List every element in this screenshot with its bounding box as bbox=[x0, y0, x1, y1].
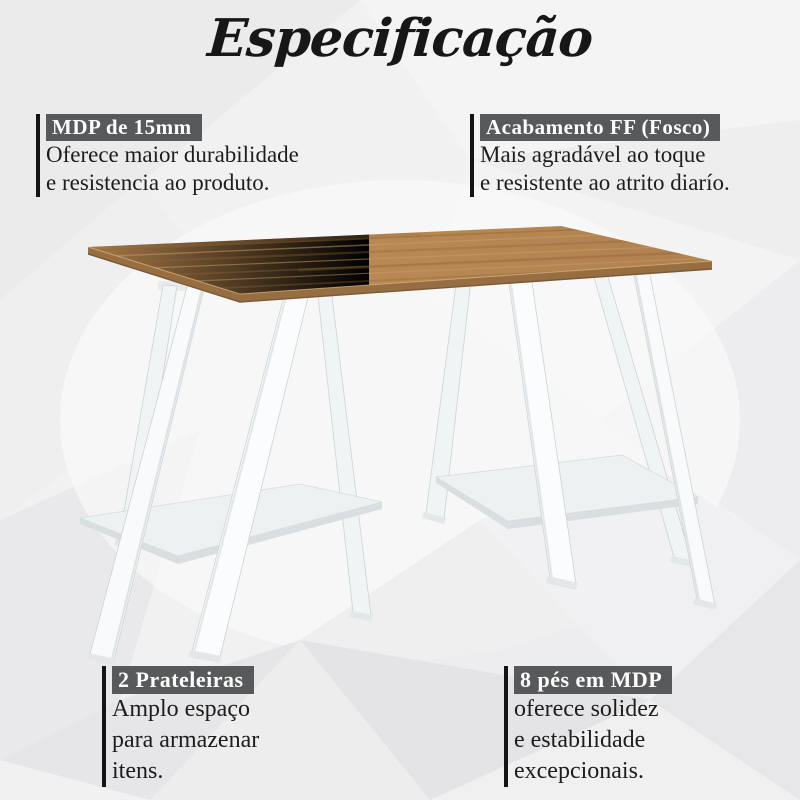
spec-line: e resistente ao atrito diarío. bbox=[480, 170, 730, 195]
spec-line: e estabilidade bbox=[514, 727, 646, 753]
spec-header: Acabamento FF (Fosco) bbox=[480, 114, 720, 141]
spec-header: 2 Prateleiras bbox=[112, 666, 254, 694]
vertical-rule bbox=[504, 666, 508, 787]
spec-line: para armazenar bbox=[112, 727, 260, 753]
spec-header: 8 pés em MDP bbox=[514, 666, 672, 694]
vertical-rule bbox=[36, 114, 40, 197]
spec-block-bottom-left bbox=[102, 666, 259, 787]
page-title: Especificação bbox=[205, 8, 595, 69]
spec-line: Amplo espaço bbox=[112, 696, 250, 722]
vertical-rule bbox=[102, 666, 106, 787]
vertical-rule bbox=[470, 114, 474, 197]
spec-line: e resistencia ao produto. bbox=[46, 170, 270, 195]
spec-line: Mais agradável ao toque bbox=[480, 142, 706, 167]
spec-line: excepcionais. bbox=[514, 758, 644, 784]
spec-block-top-left bbox=[36, 114, 299, 197]
spec-line: oferece solidez bbox=[514, 696, 659, 722]
spec-block-top-right bbox=[470, 114, 730, 197]
spec-header: MDP de 15mm bbox=[46, 114, 202, 141]
spec-block-bottom-right bbox=[504, 666, 672, 787]
spec-line: itens. bbox=[112, 758, 164, 784]
spec-line: Oferece maior durabilidade bbox=[46, 142, 299, 167]
